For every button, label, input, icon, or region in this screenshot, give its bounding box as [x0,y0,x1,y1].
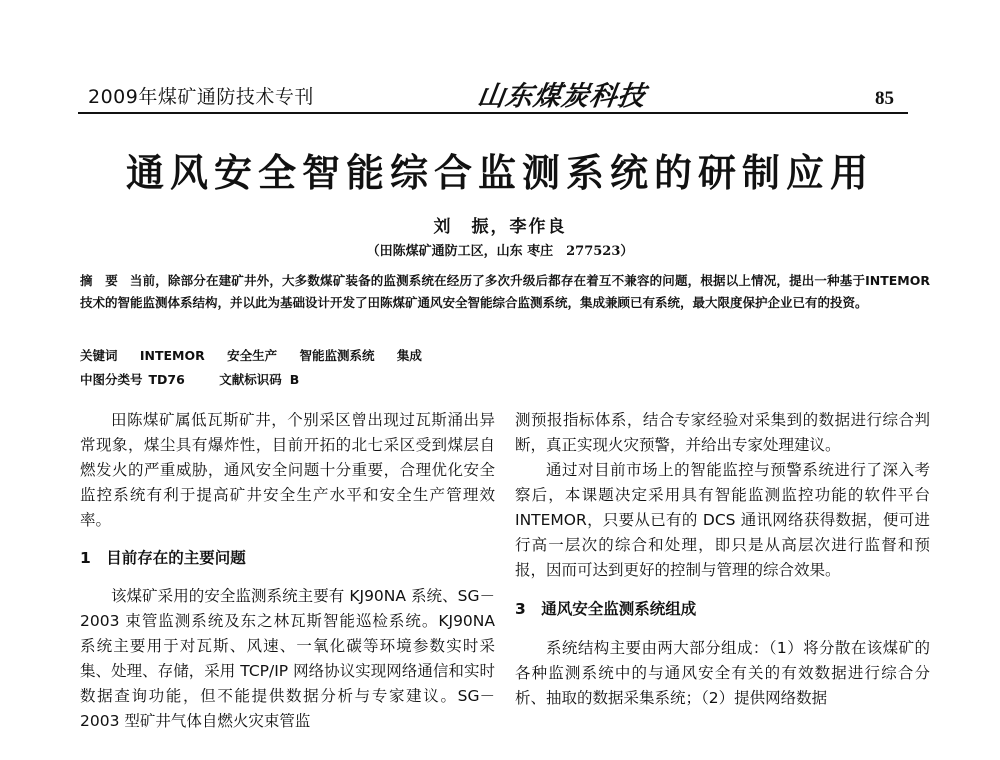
classification-line [80,370,317,388]
body-paragraph: 系统结构主要由两大部分组成：（1）将分散在该煤矿的各种监测系统中的与通风安全有关的有效数据进行综合分析、抽取的数据采集系统；（2）提供网络数据 [515,639,930,707]
body-paragraph: 通过对目前市场上的智能监控与预警系统进行了深入考察后，本课题决定采用具有智能监测监控功能的软件平台 INTEMOR，只要从已有的 DCS 通讯网络获得数据，便可进行高一层次的综合和处理，即只是从高层次进行监督和预报，因而可达到更好的控制与管理的综合效果。 [515,461,930,579]
keywords-label: 关键词 [80,348,118,363]
keywords-line [80,346,440,364]
affiliation: （田陈煤矿通防工区，山东 枣庄 277523） [366,244,634,259]
body-column-left [80,408,495,734]
body-paragraph: 该煤矿采用的安全监测系统主要有 KJ90NA 系统、SG－2003 束管监测系统及东之林瓦斯智能巡检系统。KJ90NA 系统主要用于对瓦斯、风速、一氧化碳等环境参数实时采集、处理、存储，采用 TCP/IP 网络协议实现网络通信和实时数据查询功能，但不能提供数据分析与专家建议。SG－2003 型矿井气体自燃火灾束管监 [80,587,495,730]
section-heading: 3 通风安全监测系统组成 [515,600,697,618]
abstract-text: 当前，除部分在建矿井外，大多数煤矿装备的监测系统在经历了多次升级后都存在着互不兼容的问题，根据以上情况，提出一种基于INTEMOR技术的智能监测体系结构，并以此为基础设计开发了田陈煤矿通风安全智能综合监测系统，集成兼顾已有系统，最大限度保护企业已有的投资。 [80,273,930,310]
clc-value: TD76 [148,372,185,387]
article-title: 通风安全智能综合监测系统的研制应用 [125,150,874,195]
body-column-right [515,408,930,711]
body-paragraph: 田陈煤矿属低瓦斯矿井，个别采区曾出现过瓦斯涌出异常现象，煤尘具有爆炸性，目前开拓的北七采区受到煤层自燃发火的严重威胁，通风安全问题十分重要，合理优化安全监控系统有利于提高矿井安全生产水平和安全生产管理效率。 [80,411,495,529]
section-heading: 1 目前存在的主要问题 [80,549,246,567]
body-paragraph: 测预报指标体系，结合专家经验对采集到的数据进行综合判断，真正实现火灾预警，并给出专家处理建议。 [515,411,930,454]
masthead-logo: 山东煤炭科技 [475,81,648,112]
header-rule [78,112,908,114]
clc-label: 中图分类号 [80,372,143,387]
abstract-label: 摘 要 [80,273,122,288]
abstract [80,270,930,314]
journal-name: 2009年煤矿通防技术专刊 [88,86,314,108]
page-number: 85 [875,88,894,109]
keyword: 集成 [396,348,422,363]
doc-code-value: B [289,372,300,387]
keyword: 智能监测系统 [299,348,375,363]
doc-code-label: 文献标识码 [219,372,282,387]
keyword: INTEMOR [139,348,205,363]
running-header [78,68,918,112]
authors: 刘 振，李作良 [433,217,567,237]
keyword: 安全生产 [227,348,278,363]
